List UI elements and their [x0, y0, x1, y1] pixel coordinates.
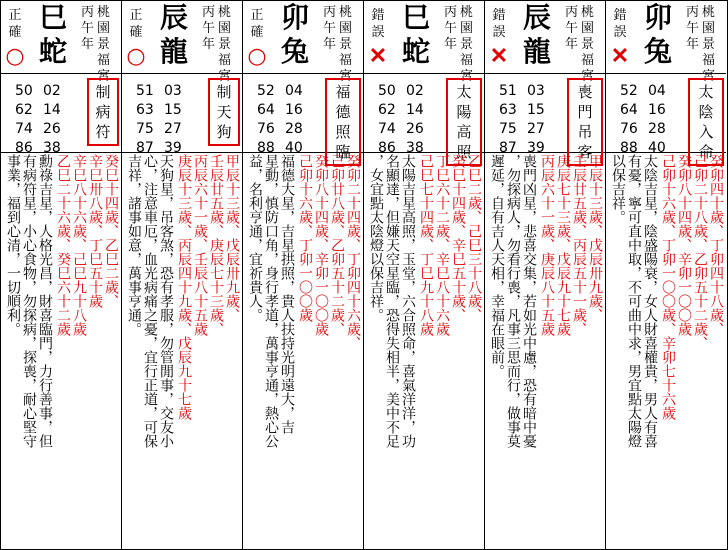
glyph: 福	[459, 53, 473, 68]
glyph: 門	[577, 103, 593, 121]
column-header	[1, 1, 121, 84]
glyph: 錯	[371, 8, 385, 23]
age-list-line: 庚辰十三歲、丙辰四十九歲、戊辰九十七歲	[176, 154, 192, 420]
status-mark: ○	[247, 43, 267, 69]
status-mark: ○	[5, 43, 25, 69]
glyph: 照	[456, 143, 472, 161]
year-label	[80, 5, 95, 53]
glyph: 宮	[338, 69, 352, 84]
age-number: 26	[406, 121, 424, 137]
age-number: 28	[285, 121, 303, 137]
glyph: 年	[322, 37, 336, 52]
year-label	[201, 5, 216, 53]
age-number: 40	[648, 140, 666, 156]
age-list-line: 丙辰六十一歲、庚辰八十五歲	[539, 154, 555, 336]
fortune-line: 福德大星，吉星拱照，貴人扶持光明遠大，吉	[279, 154, 295, 434]
glyph: 景	[580, 37, 594, 52]
glyph: 誤	[613, 25, 627, 40]
age-number: 75	[136, 121, 154, 137]
age-list-line: 壬辰廿五歲、庚辰七十三歲、	[208, 154, 224, 336]
zodiac-animal	[149, 1, 199, 69]
age-number: 87	[136, 140, 154, 156]
temple-label	[459, 5, 474, 85]
age-number: 26	[43, 121, 61, 137]
age-number-grid	[499, 82, 555, 158]
fortune-line: 有病符星，小心食物，勿探病，探喪，耐心堅守	[21, 154, 37, 448]
year-label	[443, 5, 458, 53]
number-section	[1, 74, 121, 156]
fortune-text	[366, 154, 482, 546]
glyph: 丙	[685, 5, 699, 20]
age-list-line: 庚辰七十三歲、戊辰九十七歲	[555, 154, 571, 336]
number-section	[122, 74, 242, 156]
glyph: 巳	[401, 1, 430, 34]
fortune-line: 星動，慎防口角，身行孝道，萬事亨通，熱心公	[263, 154, 279, 448]
fortune-text	[245, 154, 361, 546]
age-number-grid	[620, 82, 676, 158]
glyph: 宮	[701, 69, 715, 84]
zodiac-animal	[512, 1, 562, 69]
age-list-line: 癸巳十四歲、辛巳五十歲、	[450, 154, 466, 322]
glyph: 錯	[613, 8, 627, 23]
glyph: 午	[322, 21, 336, 36]
fortune-text	[124, 154, 240, 546]
fortune-line: 太陽吉星高照，玉堂，六合照命，喜氣洋洋，功	[400, 154, 416, 448]
glyph: 天	[216, 103, 232, 121]
age-number: 76	[620, 121, 638, 137]
age-list-line: 辛巳卅八歲、丁巳五十歲	[87, 154, 103, 308]
glyph: 正	[129, 8, 143, 23]
glyph: 確	[8, 25, 22, 40]
fortune-line: 吉祥，諸事如意，萬事亨通。	[126, 154, 142, 336]
deity-box	[446, 78, 482, 166]
fortune-text	[608, 154, 724, 546]
glyph: 午	[80, 21, 94, 36]
age-number: 50	[378, 83, 396, 99]
glyph: 桃	[96, 5, 110, 20]
glyph: 客	[577, 143, 593, 161]
year-label	[685, 5, 700, 53]
fortune-text	[3, 154, 119, 546]
age-number-grid	[136, 82, 192, 158]
glyph: 兔	[643, 35, 672, 68]
fortune-line: 心，注意車厄，血光病痛之憂，宜行正道，可保	[142, 154, 158, 448]
glyph: 午	[443, 21, 457, 36]
glyph: 丙	[201, 5, 215, 20]
zodiac-animal	[28, 1, 78, 69]
age-number: 76	[257, 121, 275, 137]
glyph: 丙	[322, 5, 336, 20]
glyph: 年	[443, 37, 457, 52]
glyph: 福	[580, 53, 594, 68]
fortune-text	[487, 154, 603, 546]
glyph: 宮	[96, 69, 110, 84]
glyph: 正	[8, 8, 22, 23]
glyph: 宮	[459, 69, 473, 84]
age-number: 52	[257, 83, 275, 99]
glyph: 制	[216, 83, 232, 101]
age-number: 88	[257, 140, 275, 156]
glyph: 龍	[522, 35, 551, 68]
column-6	[606, 1, 727, 549]
glyph: 宮	[580, 69, 594, 84]
glyph: 卯	[643, 1, 672, 34]
glyph: 福	[335, 83, 351, 101]
age-list-line: 甲辰十三歲、戊辰卅九歲、	[587, 154, 603, 322]
glyph: 年	[685, 37, 699, 52]
glyph: 景	[459, 37, 473, 52]
glyph: 誤	[492, 25, 506, 40]
age-number: 27	[527, 121, 545, 137]
deity-box	[688, 78, 724, 166]
glyph: 陰	[698, 103, 714, 121]
age-number: 40	[285, 140, 303, 156]
glyph: 狗	[216, 123, 232, 141]
age-number: 27	[164, 121, 182, 137]
fortune-line: ，勿探病人，勿看行喪，凡事三思而行，做事莫	[505, 154, 521, 448]
age-number: 16	[285, 102, 303, 118]
number-section	[485, 74, 605, 161]
age-number: 28	[648, 121, 666, 137]
glyph: 午	[685, 21, 699, 36]
age-list-line: 己巳七十四歲、丁巳九十八歲	[418, 154, 434, 336]
temple-label	[96, 5, 111, 85]
glyph: 丙	[443, 5, 457, 20]
glyph: 錯	[492, 8, 506, 23]
age-list-line: 癸巳十四歲、乙巳二歲、	[103, 154, 119, 308]
status-label	[128, 7, 144, 41]
age-number: 14	[43, 102, 61, 118]
age-number-grid	[15, 82, 71, 158]
column-header	[122, 1, 242, 84]
glyph: 正	[250, 8, 264, 23]
age-number: 04	[285, 83, 303, 99]
glyph: 園	[96, 21, 110, 36]
glyph: 桃	[338, 5, 352, 20]
glyph: 午	[201, 21, 215, 36]
age-number: 38	[43, 140, 61, 156]
age-number: 52	[620, 83, 638, 99]
fortune-line: 益，名利亨通，宜祈貴人。	[247, 154, 263, 322]
age-list-line: 壬辰廿五歲、丙辰五十一歲、	[571, 154, 587, 336]
fortune-line: 勳祿吉星，人格光昌，財喜臨門，力行善事，但	[37, 154, 53, 448]
glyph: 福	[338, 53, 352, 68]
age-number-grid	[257, 82, 313, 158]
glyph: 園	[580, 21, 594, 36]
status-label	[491, 7, 507, 41]
age-number-grid	[378, 82, 434, 158]
age-number: 86	[15, 140, 33, 156]
age-number: 15	[527, 102, 545, 118]
glyph: 辰	[522, 1, 551, 34]
glyph: 景	[217, 37, 231, 52]
status-mark: ✕	[610, 43, 630, 69]
age-number: 64	[620, 102, 638, 118]
age-list-line: 癸卯二十四歲、丁卯四十六歲、	[345, 154, 361, 350]
age-number: 63	[136, 102, 154, 118]
age-number: 15	[164, 102, 182, 118]
age-number: 63	[499, 102, 517, 118]
column-header	[606, 1, 726, 84]
glyph: 龍	[159, 35, 188, 68]
fortune-line: 有憂，寧可直中取，不可曲中求，男宜點太陽燈	[626, 154, 642, 448]
age-list-line: 辛巳八十六歲、己巳九十八歲	[71, 154, 87, 336]
fortune-line: 太陰吉星，陰盛陽衰，女人財喜權貴，男人有喜	[642, 154, 658, 448]
age-number: 04	[648, 83, 666, 99]
age-number: 38	[406, 140, 424, 156]
status-mark: ○	[126, 43, 146, 69]
age-list-line: 癸卯四十歲、丁卯四十八歲、	[708, 154, 724, 336]
glyph: 入	[698, 123, 714, 141]
column-4	[364, 1, 485, 549]
status-label	[249, 7, 265, 41]
status-label	[612, 7, 628, 41]
glyph: 丙	[80, 5, 94, 20]
glyph: 吊	[577, 123, 593, 141]
glyph: 園	[459, 21, 473, 36]
glyph: 喪	[577, 83, 593, 101]
column-2	[122, 1, 243, 549]
glyph: 制	[95, 83, 111, 101]
fortune-line: 天狗星，吊客煞，恐有孝服，勿管閒事，交友小	[158, 154, 174, 448]
year-label	[564, 5, 579, 53]
age-number: 74	[15, 121, 33, 137]
glyph: 園	[217, 21, 231, 36]
status-mark: ✕	[489, 43, 509, 69]
glyph: 德	[335, 103, 351, 121]
age-list-line: 甲辰十三歲、戊辰卅九歲、	[224, 154, 240, 322]
age-list-line: 乙巳二歲、己巳三十八歲、	[466, 154, 482, 322]
glyph: 臨	[335, 143, 351, 161]
age-number: 03	[527, 83, 545, 99]
glyph: 桃	[217, 5, 231, 20]
glyph: 符	[95, 123, 111, 141]
glyph: 景	[701, 37, 715, 52]
glyph: 命	[698, 143, 714, 161]
column-header	[243, 1, 363, 84]
fortune-line: ，女宜點太陰燈以保吉祥。	[368, 154, 384, 322]
glyph: 福	[701, 53, 715, 68]
temple-label	[338, 5, 353, 85]
age-number: 02	[43, 83, 61, 99]
age-number: 02	[406, 83, 424, 99]
age-number: 03	[164, 83, 182, 99]
temple-label	[701, 5, 716, 85]
glyph: 蛇	[38, 35, 67, 68]
age-number: 16	[648, 102, 666, 118]
deity-box	[87, 78, 119, 146]
glyph: 桃	[459, 5, 473, 20]
glyph: 年	[80, 37, 94, 52]
age-number: 86	[378, 140, 396, 156]
fortune-line: 名顯達，但嫌天空星臨，恐得失相半，美中不足	[384, 154, 400, 448]
column-header	[485, 1, 605, 84]
number-section	[243, 74, 363, 161]
glyph: 年	[201, 37, 215, 52]
glyph: 太	[698, 83, 714, 101]
number-section	[606, 74, 726, 161]
age-list-line: 癸卯八十四歲、辛卯一〇〇歲	[313, 154, 329, 336]
age-number: 75	[499, 121, 517, 137]
glyph: 太	[456, 83, 472, 101]
fortune-line: 事業，福到心清，一切順利。	[5, 154, 21, 336]
age-number: 64	[257, 102, 275, 118]
glyph: 桃	[701, 5, 715, 20]
age-list-line: 己卯二十八歲、乙卯五十二歲、	[692, 154, 708, 350]
glyph: 福	[217, 53, 231, 68]
deity-box	[208, 78, 240, 146]
age-number: 62	[378, 102, 396, 118]
glyph: 園	[701, 21, 715, 36]
year-label	[322, 5, 337, 53]
glyph: 宮	[217, 69, 231, 84]
age-number: 87	[499, 140, 517, 156]
number-section	[364, 74, 484, 161]
age-number: 51	[136, 83, 154, 99]
glyph: 景	[96, 37, 110, 52]
age-list-line: 丁巳六十二歲、辛巳八十六歲	[434, 154, 450, 336]
glyph: 巳	[38, 1, 67, 34]
fortune-line: 喪門凶星，悲喜交集，若如光中慮，恐有暗中憂	[521, 154, 537, 448]
age-number: 88	[620, 140, 638, 156]
glyph: 景	[338, 37, 352, 52]
age-list-line: 癸卯八十四歲、辛卯一〇〇歲	[676, 154, 692, 336]
status-label	[370, 7, 386, 41]
age-number: 39	[527, 140, 545, 156]
age-number: 62	[15, 102, 33, 118]
age-list-line: 己卯十六歲、丁卯一〇〇歲、辛卯七十六歲	[660, 154, 676, 420]
column-3	[243, 1, 364, 549]
age-list-line: 丙辰六十一歲、壬辰八十五歲	[192, 154, 208, 336]
glyph: 確	[250, 25, 264, 40]
glyph: 園	[338, 21, 352, 36]
status-mark: ✕	[368, 43, 388, 69]
glyph: 年	[564, 37, 578, 52]
glyph: 確	[129, 25, 143, 40]
glyph: 午	[564, 21, 578, 36]
column-header	[364, 1, 484, 84]
column-1	[1, 1, 122, 549]
glyph: 辰	[159, 1, 188, 34]
zodiac-animal	[633, 1, 683, 69]
deity-box	[567, 78, 603, 166]
column-5	[485, 1, 606, 549]
glyph: 蛇	[401, 35, 430, 68]
glyph: 兔	[280, 35, 309, 68]
deity-box	[325, 78, 361, 166]
age-number: 51	[499, 83, 517, 99]
glyph: 桃	[580, 5, 594, 20]
glyph: 福	[96, 53, 110, 68]
glyph: 卯	[280, 1, 309, 34]
glyph: 照	[335, 123, 351, 141]
glyph: 高	[456, 123, 472, 141]
glyph: 病	[95, 103, 111, 121]
age-number: 14	[406, 102, 424, 118]
age-number: 50	[15, 83, 33, 99]
age-list-line: 乙巳二十六歲、癸巳六十二歲	[55, 154, 71, 336]
age-number: 74	[378, 121, 396, 137]
age-list-line: 己卯十六歲、丁卯一〇〇歲	[297, 154, 313, 322]
zodiac-animal	[270, 1, 320, 69]
glyph: 陽	[456, 103, 472, 121]
age-list-line: 己卯廿八歲、乙卯五十二歲、	[329, 154, 345, 336]
status-label	[7, 7, 23, 41]
zodiac-animal	[391, 1, 441, 69]
temple-label	[217, 5, 232, 85]
age-number: 39	[164, 140, 182, 156]
glyph: 丙	[564, 5, 578, 20]
glyph: 誤	[371, 25, 385, 40]
fortune-line: 以保吉祥。	[610, 154, 626, 224]
temple-label	[580, 5, 595, 85]
fortune-line: 遲延，自有吉人天相，幸福在眼前。	[489, 154, 505, 378]
